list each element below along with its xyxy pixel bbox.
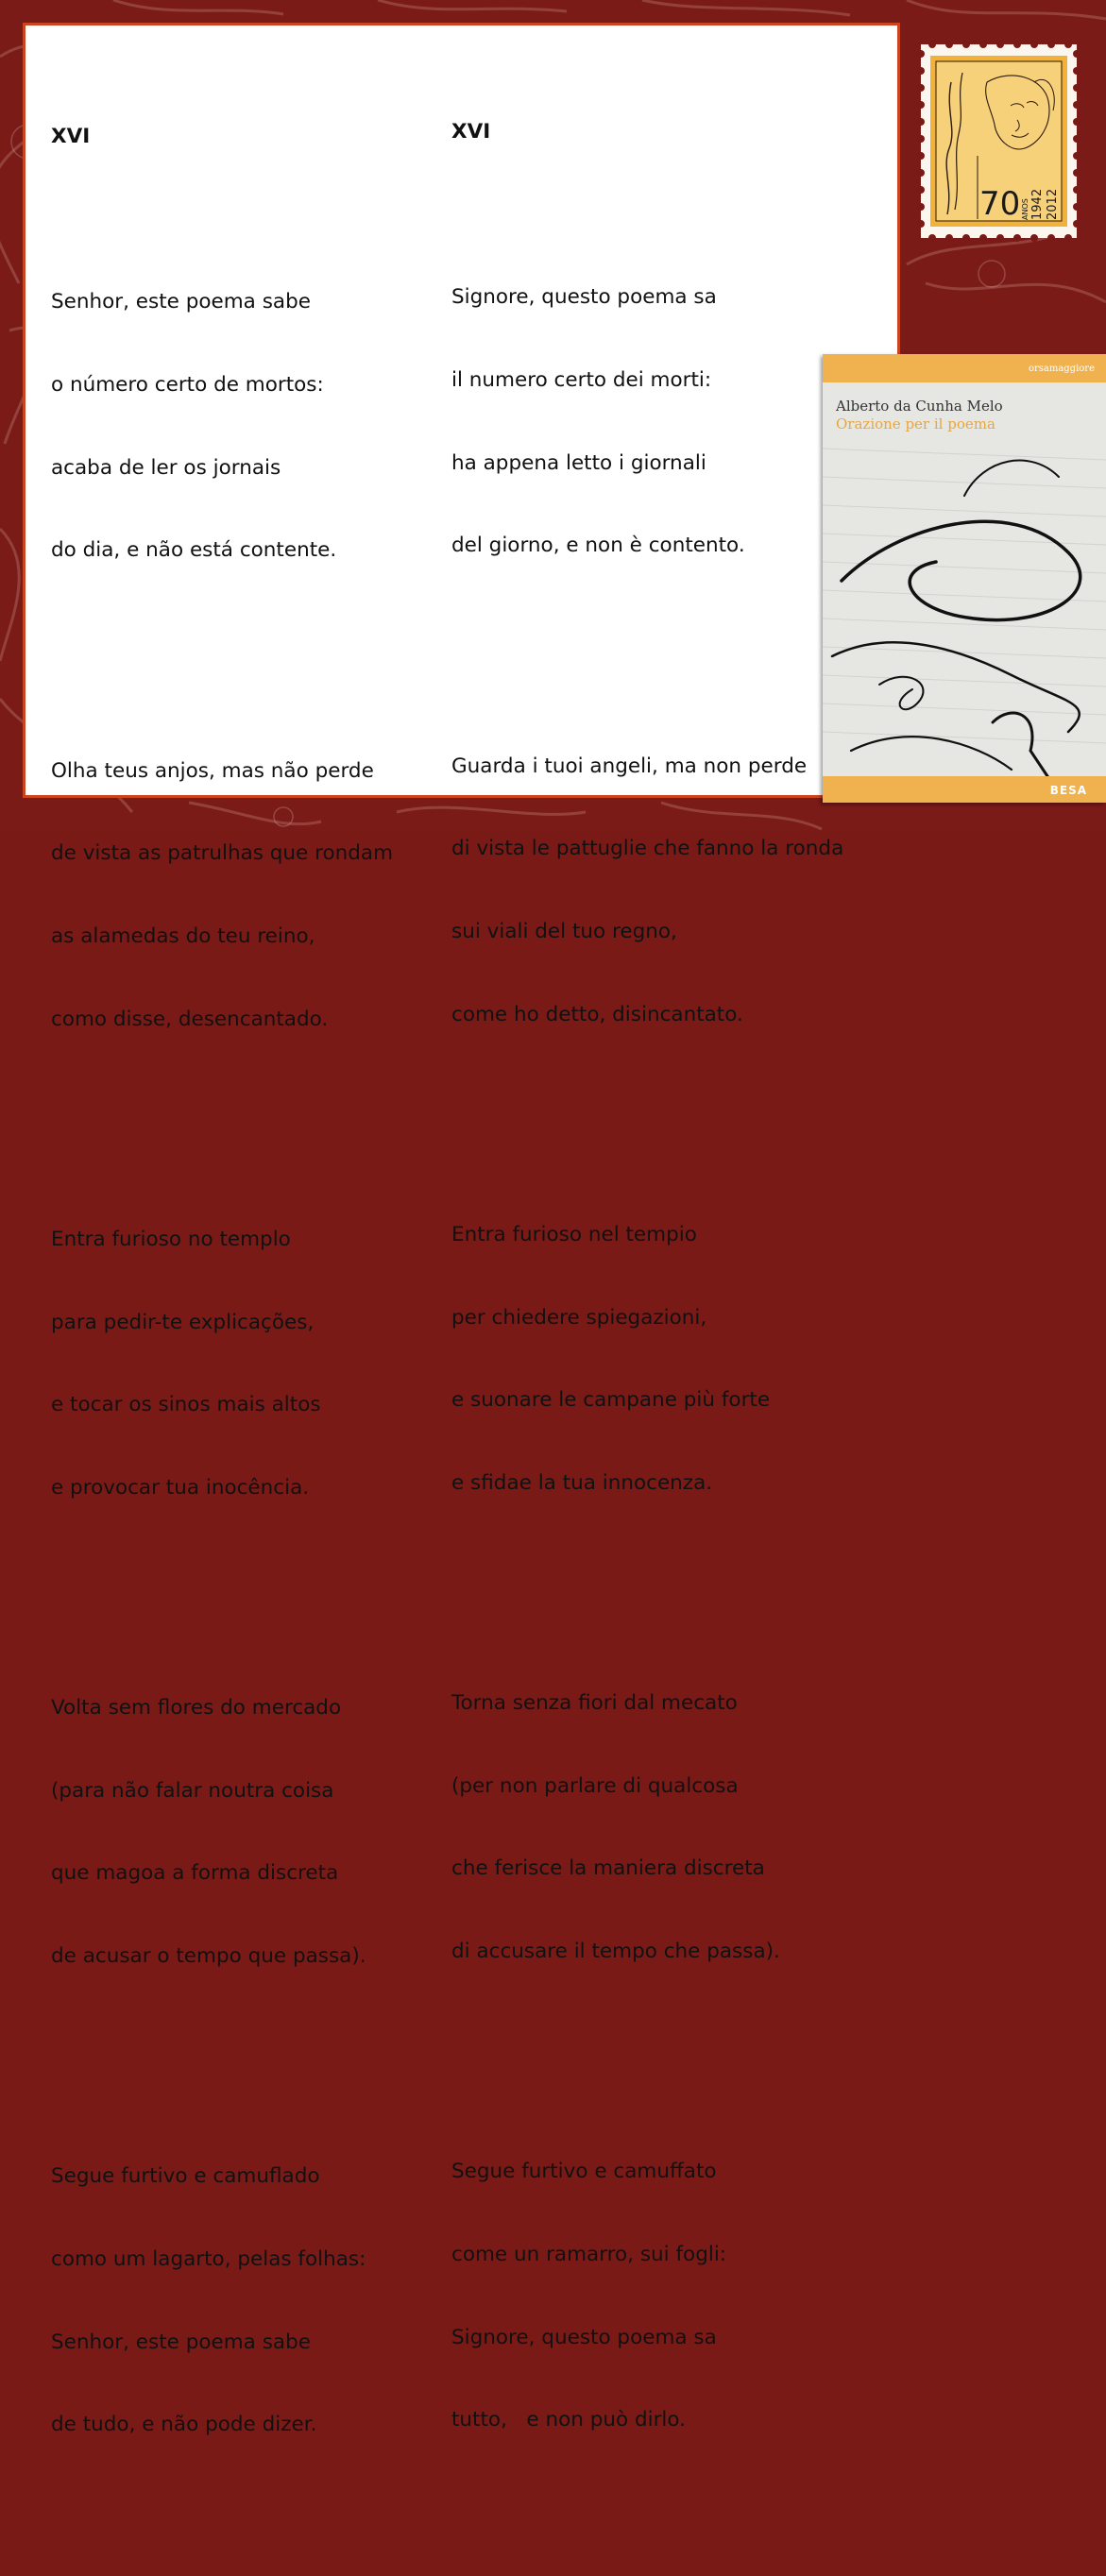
stamp-year-end: 2012 — [1046, 188, 1060, 220]
poem-line: di accusare il tempo che passa). — [451, 1940, 780, 1963]
poem-line: de vista as patrulhas que rondam — [51, 841, 394, 866]
stamp-year-start: 1942 — [1030, 188, 1045, 220]
poem-line: do dia, e não está contente. — [51, 538, 337, 563]
poem-title-italian: XVI — [451, 120, 491, 144]
stanza — [51, 233, 393, 619]
poem-line: tutto, e non può dirlo. — [451, 2408, 687, 2432]
poem-line: Torna senza fiori dal mecato — [451, 1691, 738, 1716]
stanza — [451, 1166, 843, 1552]
poem-line: sui viali del tuo regno, — [451, 919, 677, 943]
stanza — [51, 2108, 393, 2494]
stanza — [451, 1635, 843, 2021]
poem-line: acaba de ler os jornais — [51, 455, 281, 480]
stanza — [51, 702, 393, 1088]
poem-line: como disse, desencantado. — [51, 1007, 329, 1031]
poem-line: (para não falar noutra coisa — [51, 1778, 334, 1803]
poem-line: del giorno, e non è contento. — [451, 534, 745, 558]
commemorative-stamp — [921, 44, 1077, 238]
poem-title-portuguese: XVI — [51, 125, 91, 149]
poem-line: che ferisce la maniera discreta — [451, 1856, 765, 1881]
italian-poem — [451, 63, 843, 2571]
handwriting-scribble — [823, 439, 1106, 779]
book-publisher: BESA — [1049, 784, 1087, 797]
poem-line: o número certo de mortos: — [51, 373, 324, 398]
poem-line: como um lagarto, pelas folhas: — [51, 2247, 366, 2272]
poem-line: come un ramarro, sui fogli: — [451, 2243, 727, 2267]
poem-line: Segue furtivo e camuflado — [51, 2164, 320, 2189]
book-series: orsamaggiore — [1028, 364, 1095, 374]
poem-line: Signore, questo poema sa — [451, 2325, 717, 2349]
stanza — [451, 2103, 843, 2489]
book-author: Alberto da Cunha Melo — [836, 398, 1003, 415]
poem-line: per chiedere spiegazioni, — [451, 1305, 707, 1330]
poem-line: Signore, questo poema sa — [451, 285, 717, 310]
stamp-word: ANOS — [1021, 198, 1029, 220]
stanza — [51, 1171, 393, 1557]
poem-line: ha appena letto i giornali — [451, 450, 706, 475]
poem-line: il numero certo dei morti: — [451, 368, 712, 393]
poem-line: Entra furioso no templo — [51, 1227, 291, 1251]
poem-line: Entra furioso nel tempio — [451, 1222, 697, 1246]
poem-line: de tudo, e não pode dizer. — [51, 2413, 317, 2437]
poem-line: e tocar os sinos mais altos — [51, 1393, 321, 1417]
book-title: Orazione per il poema — [836, 415, 995, 432]
poem-line: de acusar o tempo que passa). — [51, 1944, 366, 1968]
poem-line: para pedir-te explicações, — [51, 1310, 315, 1334]
book-cover — [823, 354, 1106, 803]
stanza — [51, 1639, 393, 2025]
stanza — [451, 229, 843, 615]
portuguese-poem — [51, 68, 393, 2576]
poem-line: e provocar tua inocência. — [51, 1475, 310, 1500]
poem-line: Olha teus anjos, mas não perde — [51, 758, 374, 783]
poem-line: que magoa a forma discreta — [51, 1861, 339, 1886]
poem-line: Volta sem flores do mercado — [51, 1696, 342, 1720]
poem-line: Segue furtivo e camuffato — [451, 2160, 717, 2184]
poem-line: (per non parlare di qualcosa — [451, 1773, 739, 1798]
poem-line: Guarda i tuoi angeli, ma non perde — [451, 754, 808, 778]
poem-line: come ho detto, disincantato. — [451, 1002, 743, 1026]
stamp-number: 70 — [979, 185, 1021, 223]
poem-line: as alamedas do teu reino, — [51, 924, 315, 948]
poem-line: Senhor, este poema sabe — [51, 2330, 311, 2354]
poem-line: Senhor, este poema sabe — [51, 290, 311, 314]
poem-line: e sfidae la tua innocenza. — [451, 1470, 713, 1495]
stanza — [451, 697, 843, 1083]
poem-card — [23, 23, 900, 2437]
poem-line: e suonare le campane più forte — [451, 1388, 771, 1413]
poem-line: di vista le pattuglie che fanno la ronda — [451, 837, 844, 861]
